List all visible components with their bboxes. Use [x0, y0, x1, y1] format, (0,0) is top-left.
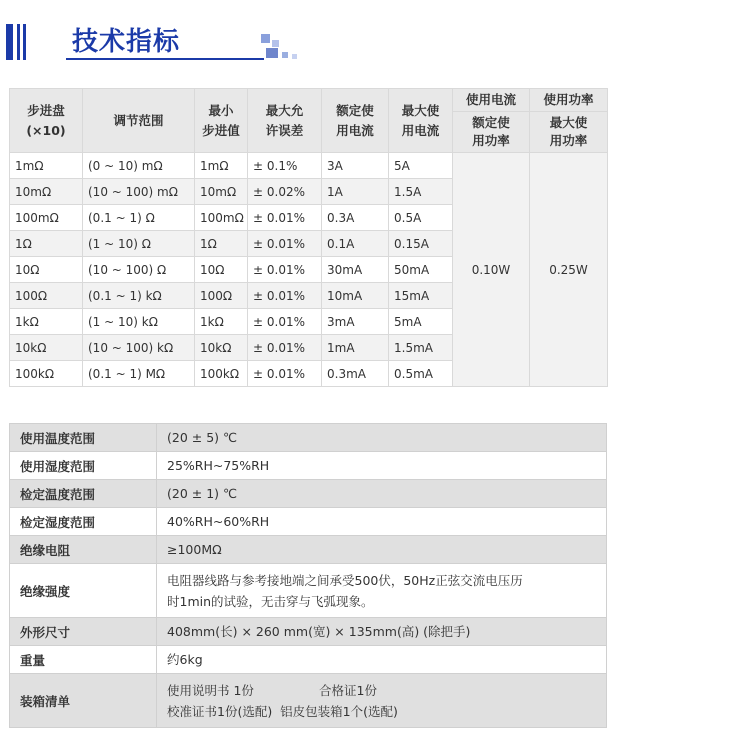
- header-dial-line1: 步进盘: [27, 102, 65, 118]
- packing-item: 铝皮包装箱1个(选配): [280, 703, 398, 719]
- property-value: [157, 674, 607, 728]
- cell-max-current: 5A: [389, 153, 453, 179]
- cell-dial: 100kΩ: [10, 361, 83, 387]
- cell-step: 100mΩ: [195, 205, 248, 231]
- cell-dial: 1mΩ: [10, 153, 83, 179]
- property-value: (20 ± 1) ℃: [157, 480, 607, 508]
- property-row: [10, 618, 607, 646]
- cell-max-current: 1.5A: [389, 179, 453, 205]
- header-max-current-line2: 用电流: [401, 122, 440, 138]
- cell-max-current: 15mA: [389, 283, 453, 309]
- property-value-line: 电阻器线路与参考接地端之间承受500伏，50Hz正弦交流电压历: [167, 572, 523, 588]
- cell-step: 100Ω: [195, 283, 248, 309]
- cell-range: (0.1 ~ 1) Ω: [83, 205, 195, 231]
- cell-step: 10mΩ: [195, 179, 248, 205]
- property-value: 40%RH~60%RH: [157, 508, 607, 536]
- cell-step: 100kΩ: [195, 361, 248, 387]
- packing-item: 校准证书1份(选配): [167, 703, 273, 719]
- cell-rated-current: 10mA: [322, 283, 389, 309]
- cell-max-power: 0.25W: [530, 153, 608, 387]
- header-max-power: [530, 112, 608, 153]
- header-use-current: 使用电流: [453, 89, 530, 112]
- cell-error: ± 0.01%: [248, 257, 322, 283]
- decor-square-icon: [292, 54, 297, 59]
- cell-max-current: 0.5A: [389, 205, 453, 231]
- cell-max-current: 0.5mA: [389, 361, 453, 387]
- header-max-error-line1: 最大允: [265, 102, 304, 118]
- header-max-power-line2: 用功率: [549, 133, 588, 148]
- property-label: 绝缘电阻: [10, 536, 157, 564]
- cell-range: (1 ~ 10) kΩ: [83, 309, 195, 335]
- header-bar-icon: [17, 24, 20, 60]
- cell-range: (10 ~ 100) kΩ: [83, 335, 195, 361]
- header-max-current: [389, 89, 453, 153]
- cell-error: ± 0.02%: [248, 179, 322, 205]
- cell-range: (0.1 ~ 1) MΩ: [83, 361, 195, 387]
- cell-max-current: 50mA: [389, 257, 453, 283]
- cell-max-current: 0.15A: [389, 231, 453, 257]
- header-dial: [10, 89, 83, 153]
- cell-dial: 10mΩ: [10, 179, 83, 205]
- header-range: 调节范围: [83, 89, 195, 153]
- header-use-power: 使用功率: [530, 89, 608, 112]
- cell-rated-current: 3mA: [322, 309, 389, 335]
- cell-rated-current: 3A: [322, 153, 389, 179]
- property-row: [10, 646, 607, 674]
- cell-rated-current: 0.3A: [322, 205, 389, 231]
- cell-error: ± 0.01%: [248, 361, 322, 387]
- cell-max-current: 5mA: [389, 309, 453, 335]
- header-rated-power: [453, 112, 530, 153]
- packing-item: 合格证1份: [319, 682, 377, 698]
- cell-max-current: 1.5mA: [389, 335, 453, 361]
- cell-step: 1mΩ: [195, 153, 248, 179]
- cell-step: 10kΩ: [195, 335, 248, 361]
- title-underline: [66, 58, 264, 60]
- cell-dial: 100mΩ: [10, 205, 83, 231]
- cell-error: ± 0.01%: [248, 335, 322, 361]
- header-rated-power-line1: 额定使: [472, 115, 510, 130]
- cell-range: (0 ~ 10) mΩ: [83, 153, 195, 179]
- property-value: [157, 564, 607, 618]
- cell-range: (1 ~ 10) Ω: [83, 231, 195, 257]
- property-row: [10, 480, 607, 508]
- decor-square-icon: [282, 52, 288, 58]
- property-row: [10, 674, 607, 728]
- cell-dial: 1Ω: [10, 231, 83, 257]
- property-label: 外形尺寸: [10, 618, 157, 646]
- section-header: [6, 18, 306, 62]
- cell-rated-current: 30mA: [322, 257, 389, 283]
- cell-dial: 10Ω: [10, 257, 83, 283]
- header-min-step-line2: 步进值: [202, 122, 240, 138]
- header-max-error: [248, 89, 322, 153]
- header-max-power-line1: 最大使: [549, 115, 588, 130]
- property-row: [10, 536, 607, 564]
- cell-error: ± 0.1%: [248, 153, 322, 179]
- cell-rated-current: 1A: [322, 179, 389, 205]
- property-row: [10, 508, 607, 536]
- cell-error: ± 0.01%: [248, 283, 322, 309]
- header-max-current-line1: 最大使: [401, 102, 440, 118]
- header-min-step: [195, 89, 248, 153]
- page-title: 技术指标: [72, 27, 181, 57]
- cell-dial: 1kΩ: [10, 309, 83, 335]
- header-dial-line2: (×10): [26, 122, 66, 138]
- property-value: 25%RH~75%RH: [157, 452, 607, 480]
- cell-range: (10 ~ 100) mΩ: [83, 179, 195, 205]
- decor-square-icon: [266, 48, 278, 58]
- cell-rated-current: 1mA: [322, 335, 389, 361]
- property-value: ≥100MΩ: [157, 536, 607, 564]
- header-rated-current: [322, 89, 389, 153]
- cell-dial: 10kΩ: [10, 335, 83, 361]
- header-rated-current-line1: 额定使: [336, 102, 374, 118]
- header-max-error-line2: 许误差: [265, 122, 304, 138]
- cell-range: (10 ~ 100) Ω: [83, 257, 195, 283]
- decor-square-icon: [261, 34, 270, 43]
- property-label: 使用湿度范围: [10, 452, 157, 480]
- cell-step: 10Ω: [195, 257, 248, 283]
- cell-range: (0.1 ~ 1) kΩ: [83, 283, 195, 309]
- property-value-line: 时1min的试验，无击穿与飞弧现象。: [167, 593, 374, 609]
- cell-error: ± 0.01%: [248, 205, 322, 231]
- property-row: [10, 424, 607, 452]
- property-row: [10, 564, 607, 618]
- header-bar-icon: [6, 24, 13, 60]
- cell-error: ± 0.01%: [248, 231, 322, 257]
- properties-table: [9, 423, 607, 728]
- property-label: 重量: [10, 646, 157, 674]
- decor-square-icon: [272, 40, 279, 47]
- property-label: 绝缘强度: [10, 564, 157, 618]
- property-row: [10, 452, 607, 480]
- cell-step: 1Ω: [195, 231, 248, 257]
- property-value: 408mm(长) × 260 mm(宽) × 135mm(高) (除把手): [157, 618, 607, 646]
- cell-rated-power: 0.10W: [453, 153, 530, 387]
- cell-rated-current: 0.3mA: [322, 361, 389, 387]
- property-label: 装箱清单: [10, 674, 157, 728]
- spec-table: [9, 88, 608, 387]
- cell-rated-current: 0.1A: [322, 231, 389, 257]
- header-rated-current-line2: 用电流: [336, 122, 374, 138]
- packing-item: 使用说明书 1份: [167, 682, 254, 698]
- property-label: 检定温度范围: [10, 480, 157, 508]
- header-min-step-line1: 最小: [208, 102, 234, 118]
- property-value: 约6kg: [157, 646, 607, 674]
- property-label: 使用温度范围: [10, 424, 157, 452]
- table-row: [10, 153, 608, 179]
- cell-error: ± 0.01%: [248, 309, 322, 335]
- header-bar-icon: [23, 24, 26, 60]
- cell-step: 1kΩ: [195, 309, 248, 335]
- header-rated-power-line2: 用功率: [472, 133, 510, 148]
- property-label: 检定湿度范围: [10, 508, 157, 536]
- property-value: (20 ± 5) ℃: [157, 424, 607, 452]
- cell-dial: 100Ω: [10, 283, 83, 309]
